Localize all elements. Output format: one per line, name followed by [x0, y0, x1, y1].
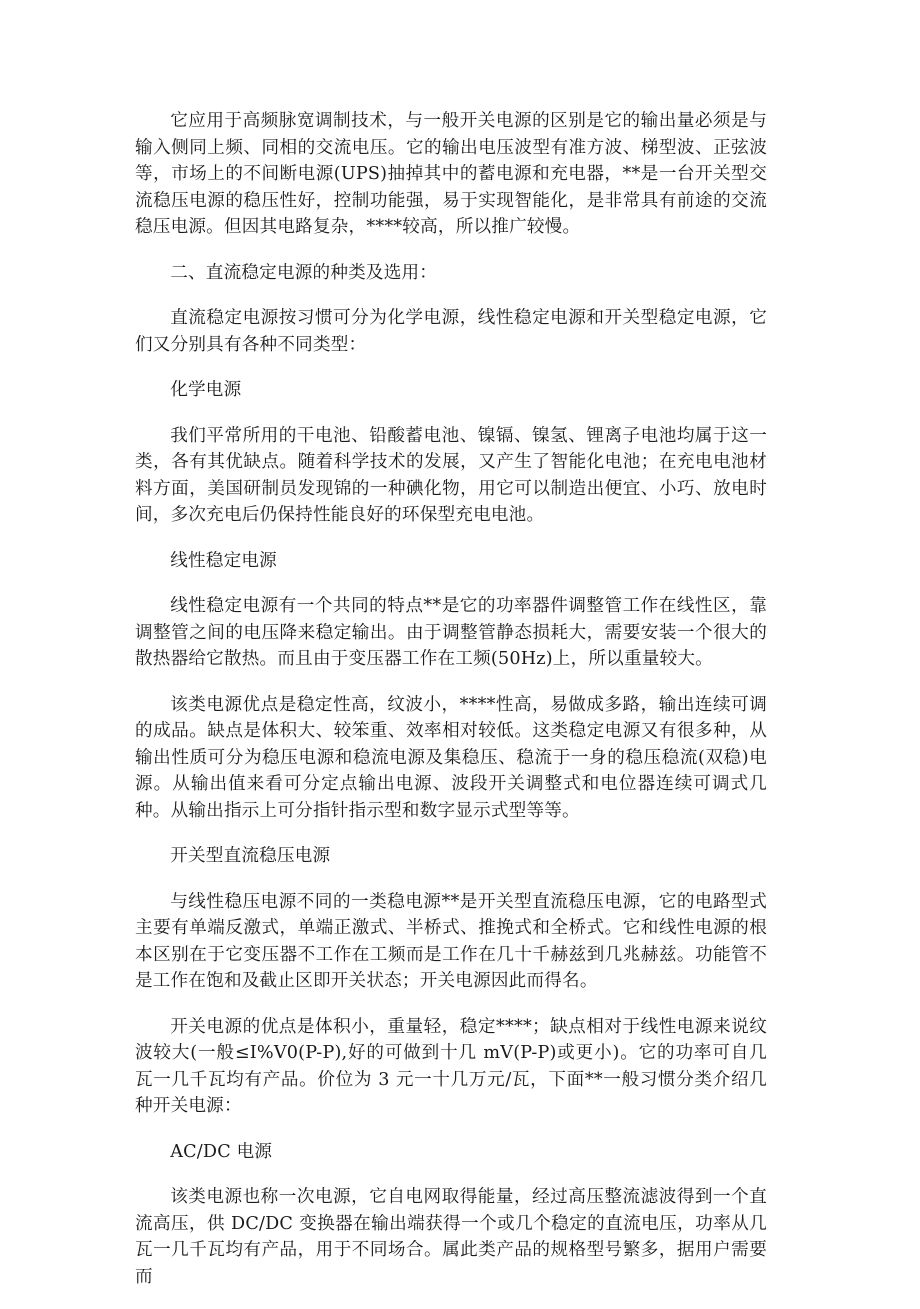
subheading-linear-power: 线性稳定电源	[170, 550, 277, 571]
paragraph-switching-pros-cons: 开关电源的优点是体积小，重量轻，稳定****；缺点相对于线性电源来说纹波较大(一般≤I%V0(P-P),好的可做到十几 mV(P-P)或更小)。它的功率可自几瓦一几千瓦均有产品。价位为 3 元一十几万元/瓦，下面**一般习惯分类介绍几种开关电源：	[135, 1016, 767, 1116]
subheading-switching-power: 开关型直流稳压电源	[170, 846, 331, 866]
paragraph-dc-classification: 直流稳定电源按习惯可分为化学电源，线性稳定电源和开关型稳定电源，它们又分别具有各种不同类型：	[135, 308, 767, 355]
subheading-acdc-power: AC/DC 电源	[170, 1141, 273, 1162]
paragraph-chemical-power: 我们平常所用的干电池、铅酸蓄电池、镍镉、镍氢、锂离子电池均属于这一类，各有其优缺点。随着科学技术的发展，又产生了智能化电池；在充电电池材料方面，美国研制员发现锦的一种碘化物，用它可以制造出便宜、小巧、放电时间，多次充电后仍保持性能良好的环保型充电电池。	[135, 425, 767, 525]
paragraph-acdc-description: 该类电源也称一次电源，它自电网取得能量，经过高压整流滤波得到一个直流高压，供 DC/DC 变换器在输出端获得一个或几个稳定的直流电压，功率从几瓦一几千瓦均有产品，用于不同场合。属此类产品的规格型号繁多，据用户需要而	[135, 1187, 767, 1287]
paragraph-ac-regulator: 它应用于高频脉宽调制技术，与一般开关电源的区别是它的输出量必须是与输入侧同上频、同相的交流电压。它的输出电压波型有准方波、梯型波、正弦波等，市场上的不间断电源(UPS)抽掉其中的蓄电源和充电器，**是一台开关型交流稳压电源的稳压性好，控制功能强，易于实现智能化，是非常具有前途的交流稳压电源。但因其电路复杂，****较高，所以推广较慢。	[135, 111, 767, 237]
paragraph-switching-circuits: 与线性稳压电源不同的一类稳电源**是开关型直流稳压电源，它的电路型式主要有单端反激式，单端正激式、半桥式、推挽式和全桥式。它和线性电源的根本区别在于它变压器不工作在工频而是工作在几十千赫兹到几兆赫兹。功能管不是工作在饱和及截止区即开关状态；开关电源因此而得名。	[135, 891, 767, 991]
subheading-chemical-power: 化学电源	[170, 380, 242, 400]
document-body	[135, 108, 767, 1309]
paragraph-linear-pros-cons: 该类电源优点是稳定性高，纹波小，****性高，易做成多路，输出连续可调的成品。缺点是体积大、较笨重、效率相对较低。这类稳定电源又有很多种，从输出性质可分为稳压电源和稳流电源及集稳压、稳流于一身的稳压稳流(双稳)电源。从输出值来看可分定点输出电源、波段开关调整式和电位器连续可调式几种。从输出指示上可分指针指示型和数字显示式型等等。	[135, 694, 767, 821]
paragraph-linear-feature: 线性稳定电源有一个共同的特点**是它的功率器件调整管工作在线性区，靠调整管之间的电压降来稳定输出。由于调整管静态损耗大，需要安装一个很大的散热器给它散热。而且由于变压器工作在工频(50Hz)上，所以重量较大。	[135, 596, 767, 669]
section-heading-dc-power-types: 二、直流稳定电源的种类及选用：	[170, 262, 438, 283]
